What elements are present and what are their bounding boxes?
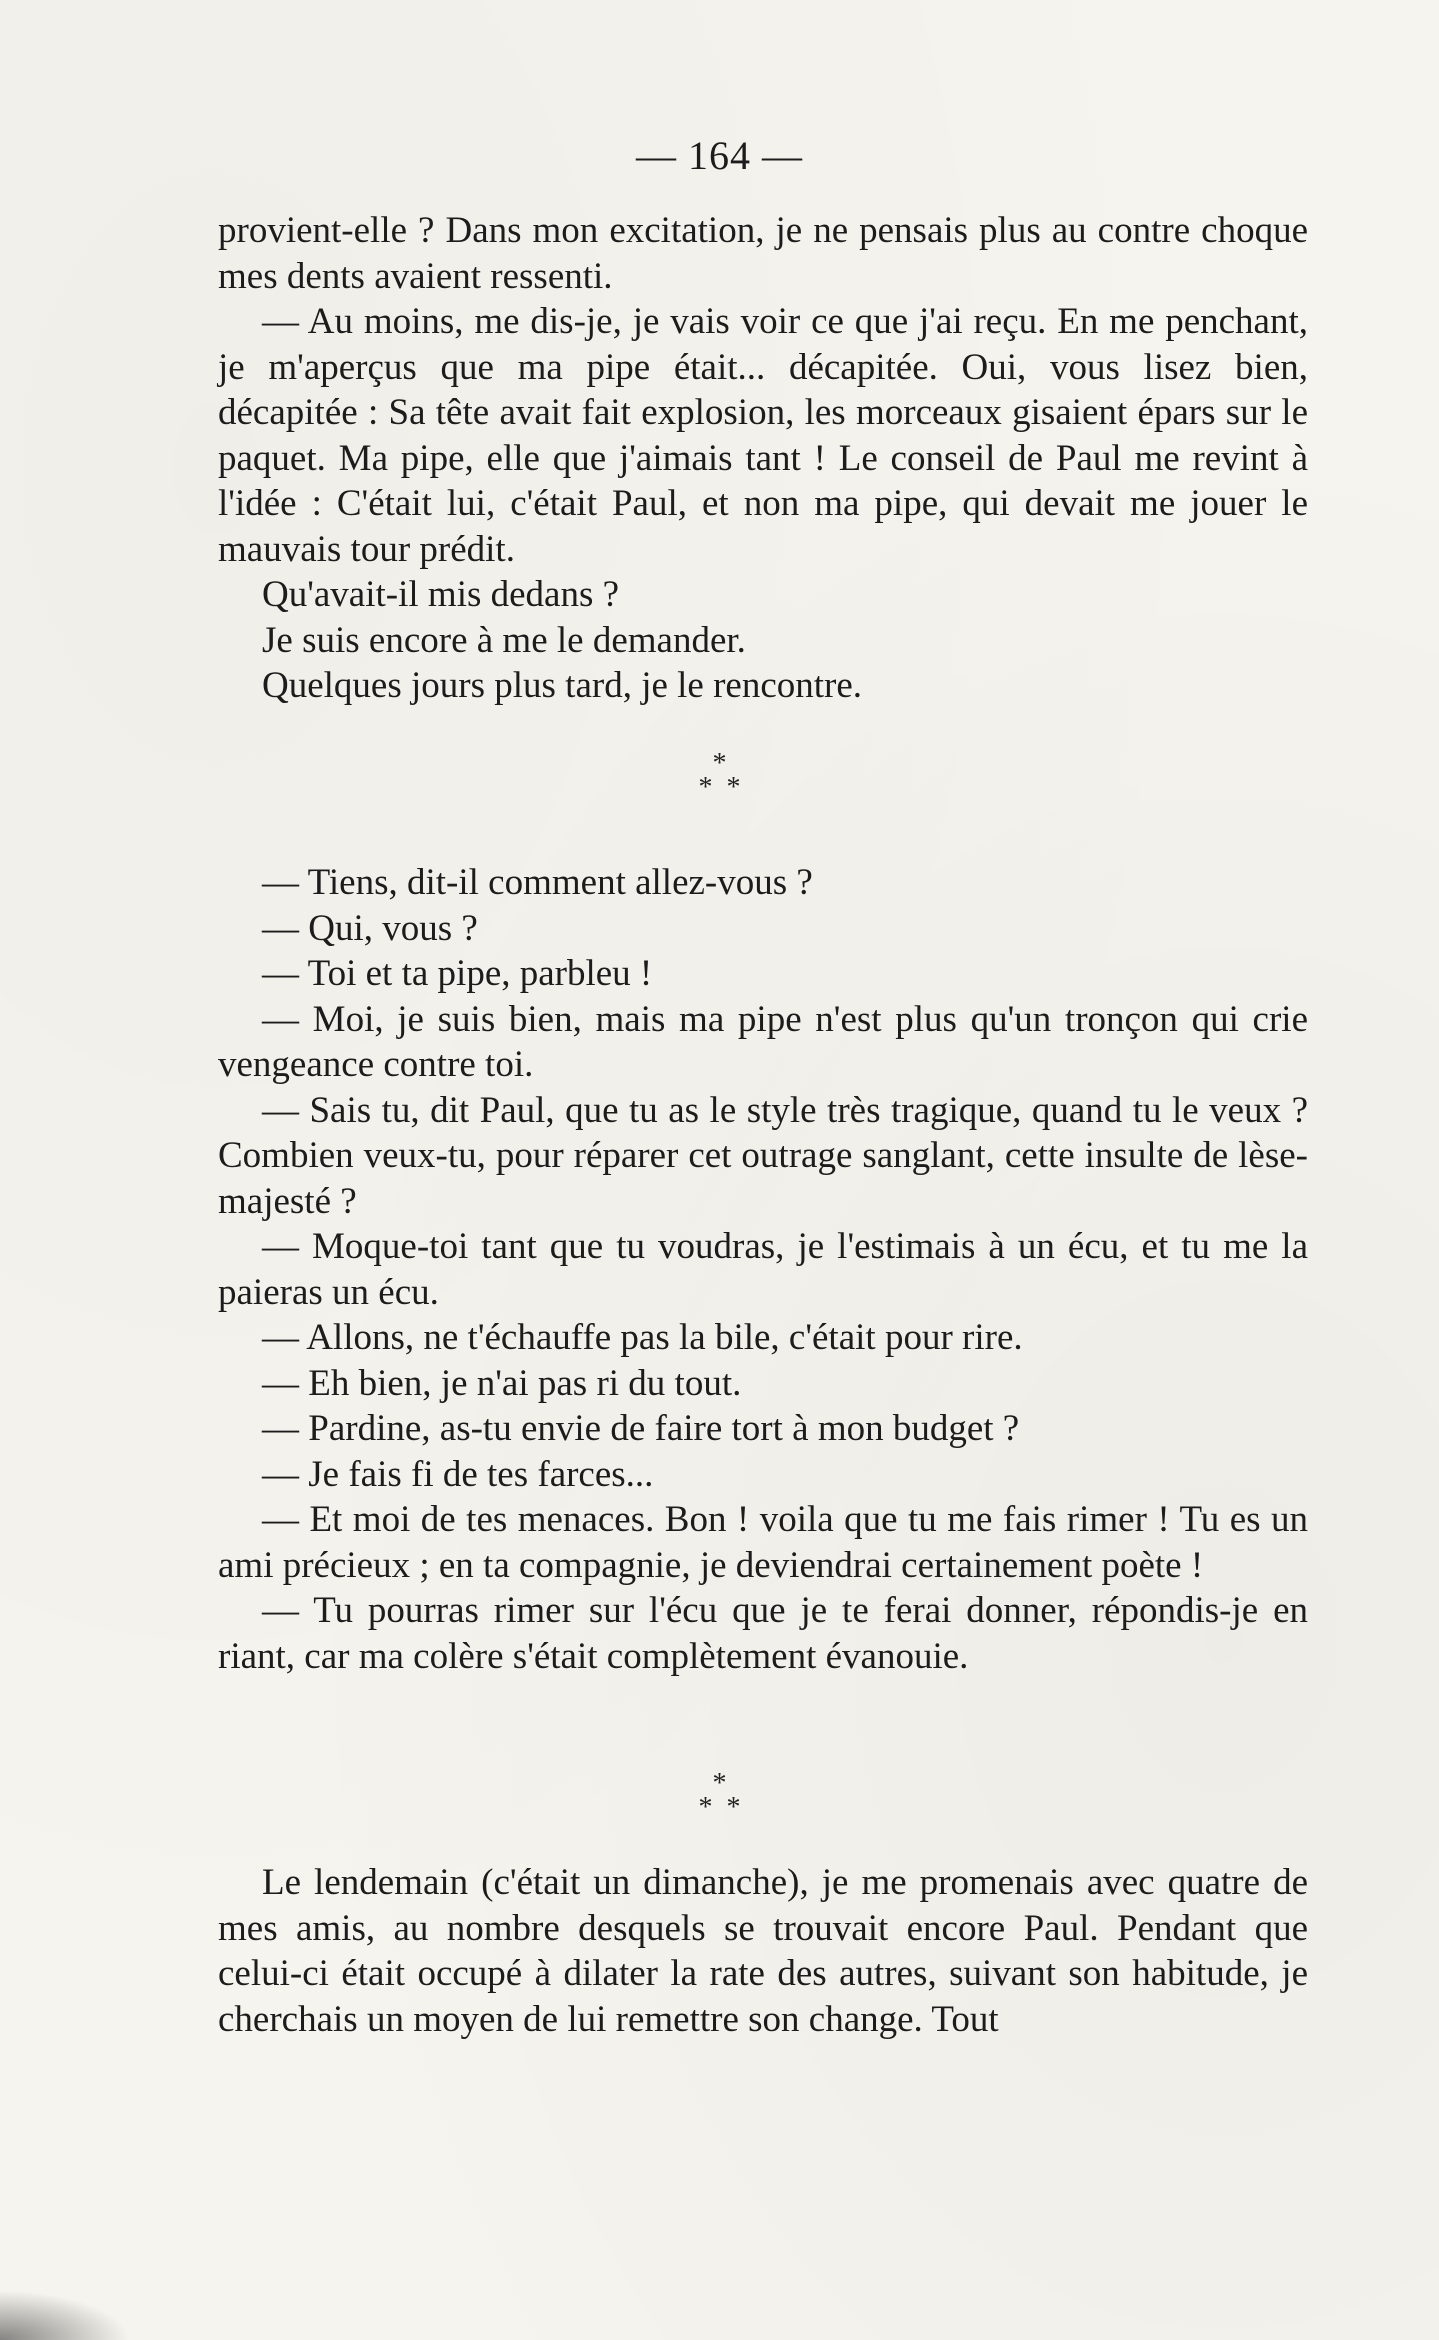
asterism-top: * xyxy=(712,748,727,779)
paragraph: — Je fais fi de tes farces... xyxy=(262,1453,654,1495)
asterism-top: * xyxy=(712,1768,727,1799)
paragraph: — Au moins, me dis-je, je vais voir ce que j'ai reçu. En me penchant, je m'aperçus que ma pipe était... décapitée. Oui, vous lisez bien, décapitée : Sa tête avait fait explosion, les morceaux gisaient épars sur le paquet. Ma pipe, elle que j'aimais tant ! Le conseil de Paul me revint à l'idée : C'était lui, c'était Paul, et non ma pipe, qui devait me jouer le mauvais tour prédit. xyxy=(218,301,1308,570)
text-section-1 xyxy=(218,208,1308,709)
paragraph: — Allons, ne t'échauffe pas la bile, c'était pour rire. xyxy=(262,1317,1023,1358)
asterism-separator xyxy=(0,748,1439,803)
paragraph: — Moi, je suis bien, mais ma pipe n'est plus qu'un tronçon qui crie vengeance contre toi. xyxy=(218,998,1308,1085)
paragraph: — Eh bien, je n'ai pas ri du tout. xyxy=(262,1362,742,1404)
paragraph: Quelques jours plus tard, je le rencontre. xyxy=(262,665,863,706)
paragraph: — Sais tu, dit Paul, que tu as le style très tragique, quand tu le veux ? Combien veux-tu, pour réparer cet outrage sanglant, cette insulte de lèse-majesté ? xyxy=(218,1089,1308,1222)
paragraph: — Tiens, dit-il comment allez-vous ? xyxy=(262,862,813,903)
text-section-3 xyxy=(218,1860,1308,2042)
ink-smudge xyxy=(0,2290,130,2340)
text-section-2 xyxy=(218,860,1308,1679)
paragraph: provient-elle ? Dans mon excitation, je ne pensais plus au contre choque mes dents avaient ressenti. xyxy=(218,210,1308,297)
paragraph: — Tu pourras rimer sur l'écu que je te ferai donner, répondis-je en riant, car ma colère s'était complètement évanouie. xyxy=(218,1590,1308,1677)
paragraph: — Toi et ta pipe, parbleu ! xyxy=(262,953,653,994)
paragraph: — Moque-toi tant que tu voudras, je l'estimais à un écu, et tu me la paieras un écu. xyxy=(218,1226,1308,1313)
paragraph: Je suis encore à me le demander. xyxy=(262,619,746,661)
paragraph: — Pardine, as-tu envie de faire tort à mon budget ? xyxy=(262,1408,1020,1449)
asterism-separator xyxy=(0,1768,1439,1823)
paragraph: Le lendemain (c'était un dimanche), je me promenais avec quatre de mes amis, au nombre desquels se trouvait encore Paul. Pendant que celui-ci était occupé à dilater la rate des autres, suivant son habitude, je cherchais un moyen de lui remettre son change. Tout xyxy=(218,1862,1308,2040)
paragraph: Qu'avait-il mis dedans ? xyxy=(262,574,620,615)
paragraph: — Qui, vous ? xyxy=(262,907,478,949)
page-number: — 164 — xyxy=(636,133,803,178)
paragraph: — Et moi de tes menaces. Bon ! voila que tu me fais rimer ! Tu es un ami précieux ; en ta compagnie, je deviendrai certainement poète ! xyxy=(218,1499,1308,1586)
asterism-bottom: ** xyxy=(698,1792,755,1823)
asterism-bottom: ** xyxy=(698,772,755,803)
